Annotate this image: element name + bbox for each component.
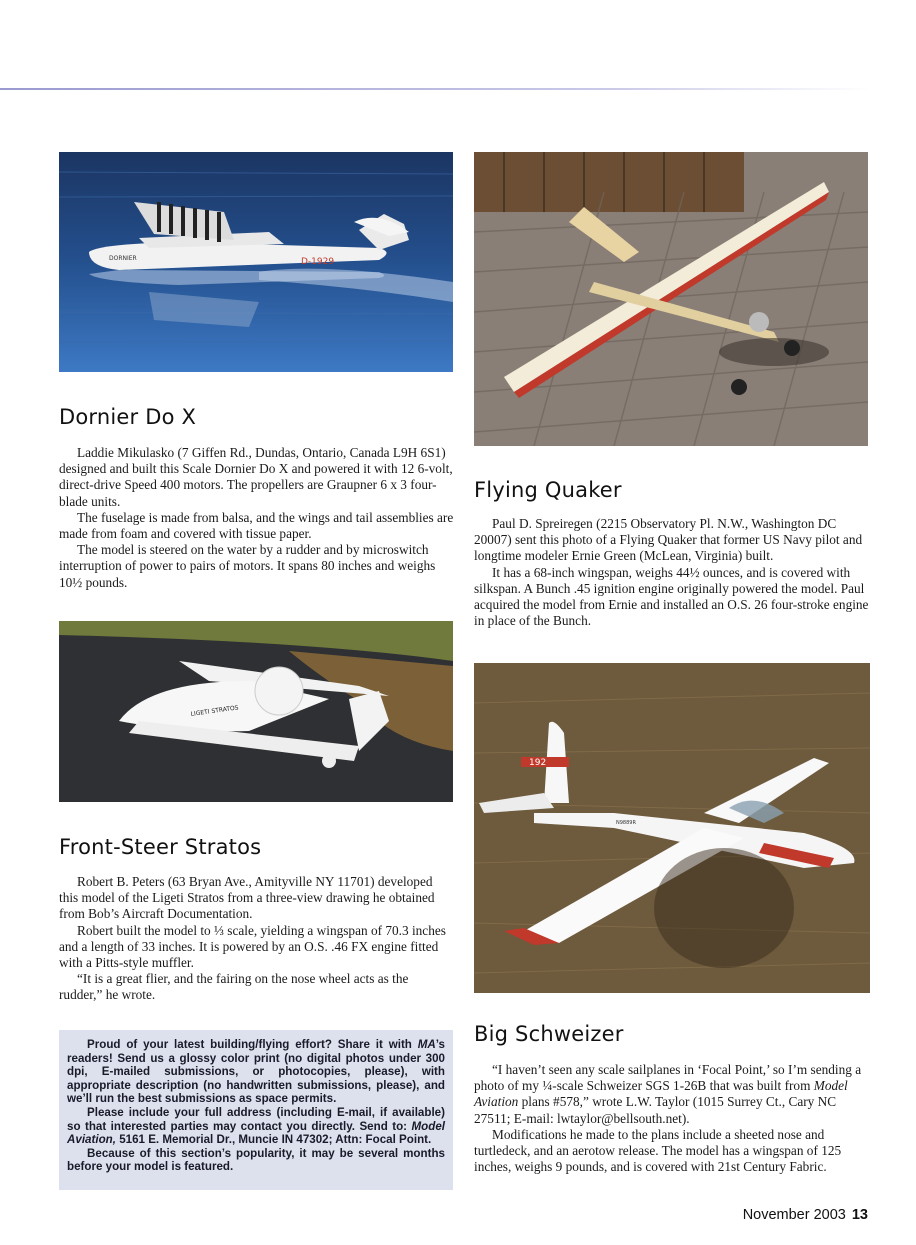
quaker-paragraph: It has a 68-inch wingspan, weighs 44½ ounces, and is covered with silkspan. A Bunch .45 ignition engine originally powered the model. Paul acquired the model from Ernie and installed an O.S. 26 four-stroke engine in place of the Bunch.: [474, 564, 869, 629]
dornier-fuselage-text: DORNIER: [109, 255, 137, 262]
note-paragraph: Please include your full address (including E-mail, if available) so that interested parties may contact you directly. Send to: Model Aviation, 5161 E. Memorial Dr., Muncie IN 47302; Attn: Focal Point.: [67, 1105, 445, 1147]
stratos-paragraph: “It is a great flier, and the fairing on the nose wheel acts as the rudder,” he wrote.: [59, 971, 409, 1003]
schweizer-fin-number: 192: [529, 758, 547, 768]
dornier-title: Dornier Do X: [59, 405, 197, 429]
dornier-paragraph: The model is steered on the water by a rudder and by microswitch interruption of power to pairs of motors. It spans 80 inches and weighs 10½ pounds.: [59, 542, 436, 590]
stratos-paragraph: Robert B. Peters (63 Bryan Ave., Amityville NY 11701) developed this model of the Ligeti Stratos from a three-view drawing he obtained from Bob’s Aircraft Documentation.: [59, 874, 435, 922]
stratos-photo: [59, 621, 453, 802]
note-paragraph: Because of this section’s popularity, it may be several months before your model is featured.: [67, 1146, 445, 1174]
quaker-body: [474, 516, 870, 629]
dornier-photo: [59, 152, 453, 372]
dornier-paragraph: The fuselage is made from balsa, and the wings and tail assemblies are made from foam and covered with tissue paper.: [59, 509, 454, 542]
page-footer: [743, 1207, 868, 1223]
schweizer-body: [474, 1062, 870, 1175]
header-rule: [0, 88, 870, 90]
issue-date: November 2003: [742, 1207, 846, 1223]
page-number: 13: [851, 1207, 868, 1223]
quaker-title: Flying Quaker: [474, 478, 622, 502]
stratos-label: LIGETI STRATOS: [190, 704, 239, 718]
stratos-paragraph: Robert built the model to ⅓ scale, yielding a wingspan of 70.3 inches and a length of 33 inches. It is powered by an O.S. .46 FX engine fitted with a Pitts-style muffler.: [59, 922, 446, 971]
schweizer-paragraph: “I haven’t seen any scale sailplanes in ‘Focal Point,’ so I’m sending a photo of my ¼-scale Schweizer SGS 1-26B that was built from Model Aviation plans #578,” wrote L.W. Taylor (1015 Surrey Ct., Cary NC 27511; E-mail: lwtaylor@bellsouth.net).: [474, 1062, 862, 1126]
schweizer-title: Big Schweizer: [474, 1022, 624, 1046]
stratos-body: [59, 874, 455, 1004]
stratos-title: Front-Steer Stratos: [59, 835, 262, 859]
dornier-registration: D-1929: [301, 257, 335, 267]
schweizer-photo: [474, 663, 870, 993]
dornier-body: [59, 445, 455, 591]
schweizer-registration: N9889R: [616, 820, 636, 826]
dornier-paragraph: Laddie Mikulasko (7 Giffen Rd., Dundas, Ontario, Canada L9H 6S1) designed and built this Scale Dornier Do X and powered it with 12 6-volt, direct-drive Speed 400 motors. The propellers are Graupner 6 x 3 four-blade units.: [59, 445, 453, 509]
quaker-photo: [474, 152, 868, 446]
note-paragraph: Proud of your latest building/flying effort? Share it with MA’s readers! Send us a glossy color print (no digital photos under 300 dpi, E-mailed submissions, or photocopies, please), with appropriate description (no handwritten submissions, please), and we’ll run the best submissions as space permits.: [67, 1038, 445, 1106]
quaker-paragraph: Paul D. Spreiregen (2215 Observatory Pl. N.W., Washington DC 20007) sent this photo of a Flying Quaker that former US Navy pilot and longtime modeler Ernie Green (McLean, Virginia) built.: [474, 516, 863, 564]
schweizer-paragraph: Modifications he made to the plans include a sheeted nose and turtledeck, and an aerotow release. The model has a wingspan of 125 inches, weighs 9 pounds, and is covered with 21st Century Fabric.: [474, 1126, 842, 1175]
submission-note: [59, 1030, 453, 1190]
